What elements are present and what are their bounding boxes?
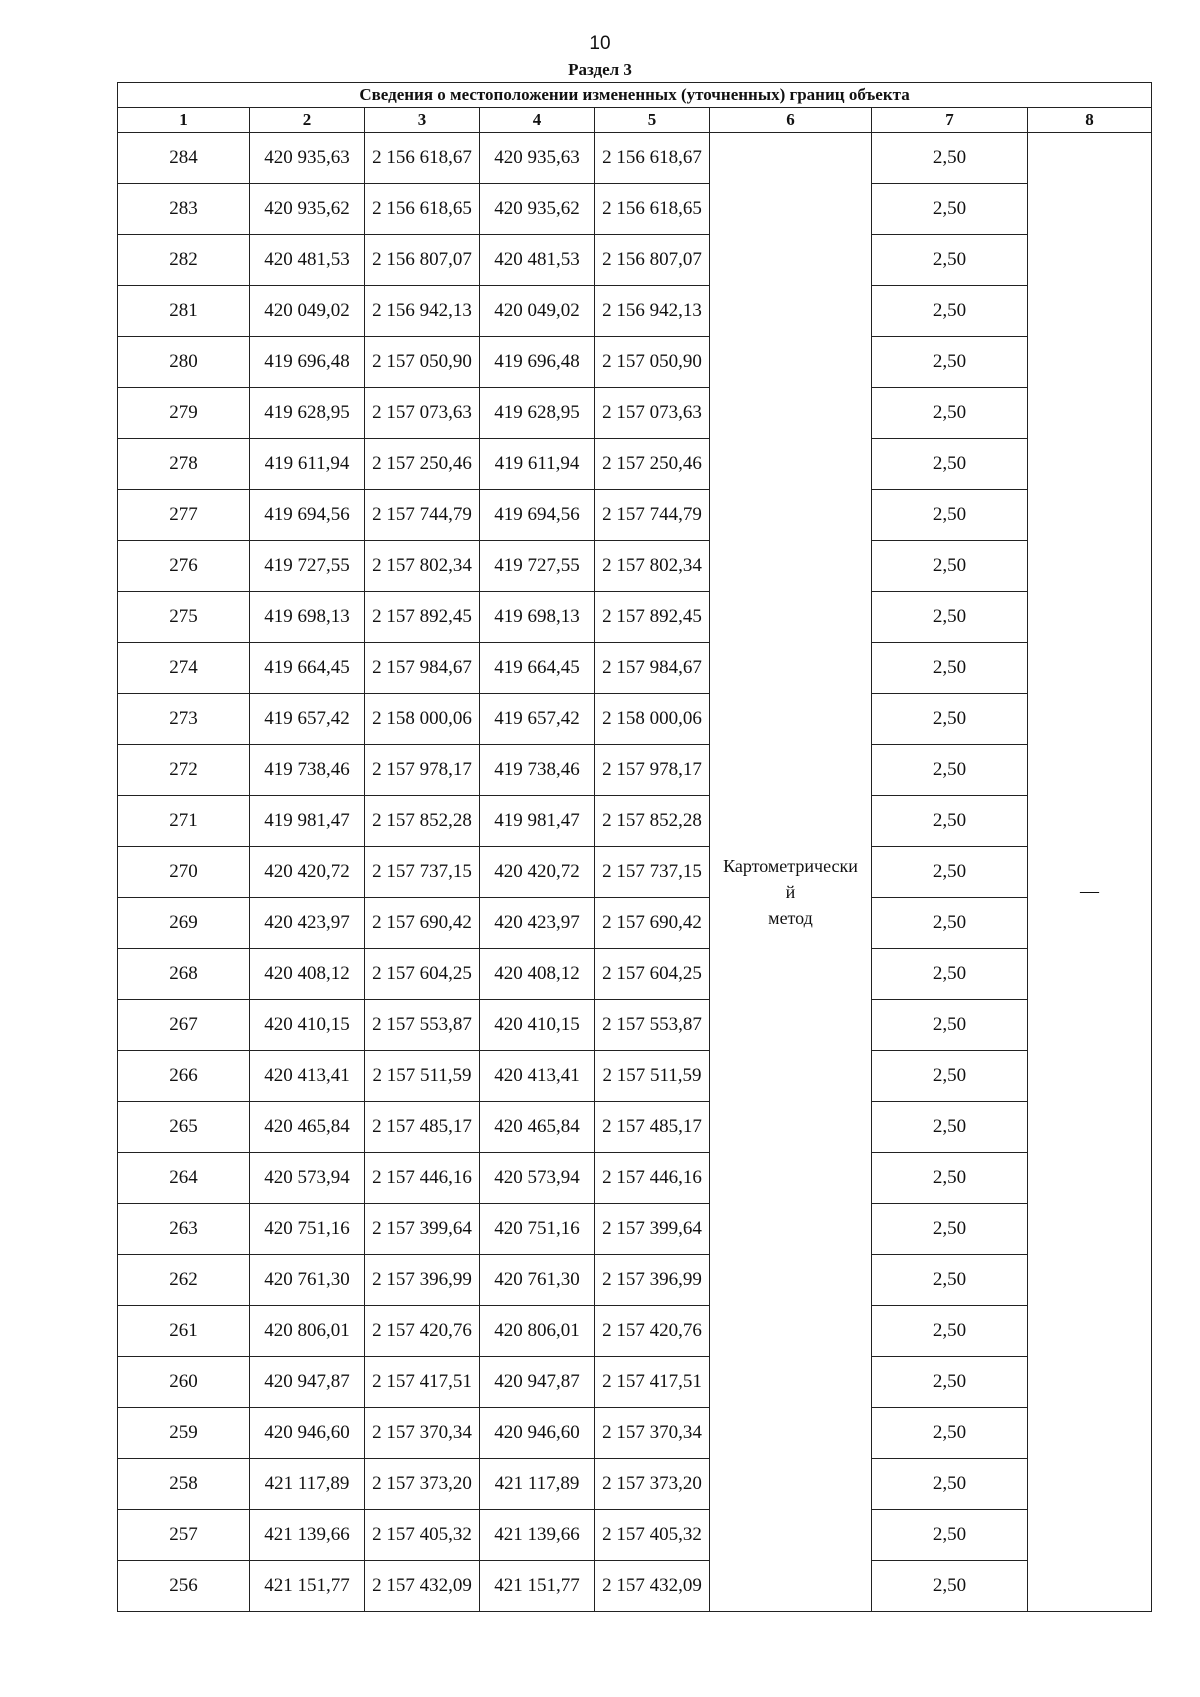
cell-y1: 2 156 618,67 (365, 133, 480, 184)
cell-x2: 420 761,30 (480, 1255, 595, 1306)
table-row (118, 898, 1152, 949)
cell-accuracy: 2,50 (872, 490, 1028, 541)
cell-x2: 419 727,55 (480, 541, 595, 592)
cell-x1: 420 420,72 (250, 847, 365, 898)
table-row (118, 592, 1152, 643)
cell-point: 281 (118, 286, 250, 337)
cell-y1: 2 157 432,09 (365, 1561, 480, 1612)
table-caption: Сведения о местоположении измененных (уточненных) границ объекта (118, 83, 1152, 108)
cell-x2: 420 806,01 (480, 1306, 595, 1357)
table-row (118, 1306, 1152, 1357)
cell-point: 265 (118, 1102, 250, 1153)
cell-accuracy: 2,50 (872, 133, 1028, 184)
cell-x1: 420 423,97 (250, 898, 365, 949)
cell-accuracy: 2,50 (872, 235, 1028, 286)
cell-x2: 421 139,66 (480, 1510, 595, 1561)
table-row (118, 1204, 1152, 1255)
table-row (118, 337, 1152, 388)
column-header: 6 (710, 108, 872, 133)
cell-x2: 419 738,46 (480, 745, 595, 796)
column-header: 2 (250, 108, 365, 133)
cell-y2: 2 157 984,67 (595, 643, 710, 694)
table-row (118, 1561, 1152, 1612)
cell-x2: 420 481,53 (480, 235, 595, 286)
table-row (118, 745, 1152, 796)
table-row (118, 643, 1152, 694)
table-row (118, 439, 1152, 490)
cell-x2: 420 408,12 (480, 949, 595, 1000)
cell-accuracy: 2,50 (872, 1204, 1028, 1255)
table-row (118, 388, 1152, 439)
cell-accuracy: 2,50 (872, 1561, 1028, 1612)
cell-y1: 2 157 604,25 (365, 949, 480, 1000)
cell-y2: 2 157 604,25 (595, 949, 710, 1000)
cell-x2: 420 946,60 (480, 1408, 595, 1459)
cell-y1: 2 157 373,20 (365, 1459, 480, 1510)
cell-x2: 421 151,77 (480, 1561, 595, 1612)
cell-x2: 421 117,89 (480, 1459, 595, 1510)
column-header-row (118, 108, 1152, 133)
cell-y1: 2 157 892,45 (365, 592, 480, 643)
cell-y2: 2 156 807,07 (595, 235, 710, 286)
cell-point: 267 (118, 1000, 250, 1051)
cell-point: 258 (118, 1459, 250, 1510)
cell-x1: 420 481,53 (250, 235, 365, 286)
cell-y2: 2 157 373,20 (595, 1459, 710, 1510)
cell-point: 282 (118, 235, 250, 286)
cell-accuracy: 2,50 (872, 847, 1028, 898)
cell-x1: 420 465,84 (250, 1102, 365, 1153)
cell-x2: 420 413,41 (480, 1051, 595, 1102)
cell-x2: 420 573,94 (480, 1153, 595, 1204)
cell-x1: 419 664,45 (250, 643, 365, 694)
cell-y1: 2 157 978,17 (365, 745, 480, 796)
cell-y1: 2 157 050,90 (365, 337, 480, 388)
cell-accuracy: 2,50 (872, 1102, 1028, 1153)
table-row (118, 1102, 1152, 1153)
cell-point: 275 (118, 592, 250, 643)
coordinates-table (117, 82, 1152, 1612)
table-row (118, 1255, 1152, 1306)
cell-x1: 419 727,55 (250, 541, 365, 592)
cell-x2: 419 611,94 (480, 439, 595, 490)
cell-x1: 420 935,63 (250, 133, 365, 184)
cell-accuracy: 2,50 (872, 1051, 1028, 1102)
cell-x2: 419 696,48 (480, 337, 595, 388)
cell-x2: 420 465,84 (480, 1102, 595, 1153)
cell-point: 283 (118, 184, 250, 235)
cell-accuracy: 2,50 (872, 337, 1028, 388)
cell-accuracy: 2,50 (872, 745, 1028, 796)
column-header: 7 (872, 108, 1028, 133)
cell-x1: 420 413,41 (250, 1051, 365, 1102)
table-row (118, 949, 1152, 1000)
cell-x1: 419 694,56 (250, 490, 365, 541)
cell-y2: 2 157 420,76 (595, 1306, 710, 1357)
cell-accuracy: 2,50 (872, 439, 1028, 490)
table-row (118, 1408, 1152, 1459)
cell-y1: 2 157 690,42 (365, 898, 480, 949)
cell-point: 277 (118, 490, 250, 541)
cell-y1: 2 157 417,51 (365, 1357, 480, 1408)
table-row (118, 1459, 1152, 1510)
method-text: й (785, 882, 796, 902)
page-number: 10 (589, 33, 611, 54)
cell-x1: 420 947,87 (250, 1357, 365, 1408)
cell-point: 257 (118, 1510, 250, 1561)
table-row (118, 694, 1152, 745)
column-header: 8 (1028, 108, 1152, 133)
cell-y2: 2 157 073,63 (595, 388, 710, 439)
cell-y2: 2 157 485,17 (595, 1102, 710, 1153)
cell-x1: 419 696,48 (250, 337, 365, 388)
table-row (118, 847, 1152, 898)
cell-y2: 2 157 405,32 (595, 1510, 710, 1561)
cell-x2: 420 935,62 (480, 184, 595, 235)
cell-y2: 2 157 852,28 (595, 796, 710, 847)
cell-y1: 2 157 485,17 (365, 1102, 480, 1153)
method-text: Картометрически (723, 856, 858, 876)
cell-y1: 2 157 399,64 (365, 1204, 480, 1255)
cell-y1: 2 157 737,15 (365, 847, 480, 898)
cell-point: 259 (118, 1408, 250, 1459)
table-row (118, 1000, 1152, 1051)
cell-x1: 419 698,13 (250, 592, 365, 643)
cell-y1: 2 156 942,13 (365, 286, 480, 337)
cell-x2: 419 981,47 (480, 796, 595, 847)
cell-accuracy: 2,50 (872, 541, 1028, 592)
cell-accuracy: 2,50 (872, 643, 1028, 694)
cell-accuracy: 2,50 (872, 184, 1028, 235)
cell-y2: 2 157 802,34 (595, 541, 710, 592)
cell-x2: 419 664,45 (480, 643, 595, 694)
cell-x1: 419 657,42 (250, 694, 365, 745)
cell-y1: 2 157 802,34 (365, 541, 480, 592)
cell-x1: 420 573,94 (250, 1153, 365, 1204)
cell-y1: 2 157 852,28 (365, 796, 480, 847)
cell-y1: 2 157 984,67 (365, 643, 480, 694)
cell-point: 266 (118, 1051, 250, 1102)
cell-accuracy: 2,50 (872, 388, 1028, 439)
cell-x1: 420 049,02 (250, 286, 365, 337)
cell-y2: 2 157 744,79 (595, 490, 710, 541)
cell-point: 270 (118, 847, 250, 898)
cell-point: 278 (118, 439, 250, 490)
cell-point: 256 (118, 1561, 250, 1612)
cell-x1: 419 738,46 (250, 745, 365, 796)
cell-accuracy: 2,50 (872, 592, 1028, 643)
cell-y1: 2 157 511,59 (365, 1051, 480, 1102)
column-header: 5 (595, 108, 710, 133)
method-text: метод (768, 908, 813, 928)
cell-x2: 419 698,13 (480, 592, 595, 643)
column-header: 3 (365, 108, 480, 133)
cell-accuracy: 2,50 (872, 286, 1028, 337)
cell-accuracy: 2,50 (872, 898, 1028, 949)
cell-accuracy: 2,50 (872, 949, 1028, 1000)
cell-y2: 2 157 737,15 (595, 847, 710, 898)
cell-point: 274 (118, 643, 250, 694)
table-row (118, 1051, 1152, 1102)
cell-y2: 2 157 050,90 (595, 337, 710, 388)
cell-y2: 2 157 432,09 (595, 1561, 710, 1612)
cell-x1: 420 761,30 (250, 1255, 365, 1306)
cell-x2: 419 628,95 (480, 388, 595, 439)
column-header: 4 (480, 108, 595, 133)
cell-point: 261 (118, 1306, 250, 1357)
cell-y1: 2 157 396,99 (365, 1255, 480, 1306)
cell-y1: 2 157 250,46 (365, 439, 480, 490)
cell-point: 263 (118, 1204, 250, 1255)
cell-y1: 2 157 405,32 (365, 1510, 480, 1561)
cell-point: 276 (118, 541, 250, 592)
cell-point: 269 (118, 898, 250, 949)
method-cell (710, 133, 872, 1612)
cell-x2: 419 657,42 (480, 694, 595, 745)
cell-x1: 420 935,62 (250, 184, 365, 235)
table-row (118, 1153, 1152, 1204)
table-row (118, 184, 1152, 235)
cell-y2: 2 157 417,51 (595, 1357, 710, 1408)
cell-x1: 420 806,01 (250, 1306, 365, 1357)
cell-accuracy: 2,50 (872, 1408, 1028, 1459)
table-row (118, 133, 1152, 184)
cell-accuracy: 2,50 (872, 1459, 1028, 1510)
cell-x1: 419 981,47 (250, 796, 365, 847)
cell-y2: 2 157 511,59 (595, 1051, 710, 1102)
table-row (118, 235, 1152, 286)
table-row (118, 541, 1152, 592)
cell-x1: 420 408,12 (250, 949, 365, 1000)
section-title: Раздел 3 (568, 60, 632, 79)
cell-y2: 2 157 892,45 (595, 592, 710, 643)
cell-accuracy: 2,50 (872, 694, 1028, 745)
cell-accuracy: 2,50 (872, 796, 1028, 847)
cell-accuracy: 2,50 (872, 1510, 1028, 1561)
cell-accuracy: 2,50 (872, 1306, 1028, 1357)
cell-y2: 2 157 396,99 (595, 1255, 710, 1306)
cell-y1: 2 157 420,76 (365, 1306, 480, 1357)
cell-accuracy: 2,50 (872, 1000, 1028, 1051)
cell-point: 264 (118, 1153, 250, 1204)
cell-point: 272 (118, 745, 250, 796)
cell-y2: 2 158 000,06 (595, 694, 710, 745)
cell-x2: 419 694,56 (480, 490, 595, 541)
cell-y2: 2 156 942,13 (595, 286, 710, 337)
cell-point: 271 (118, 796, 250, 847)
cell-point: 268 (118, 949, 250, 1000)
cell-y1: 2 157 370,34 (365, 1408, 480, 1459)
cell-y1: 2 156 807,07 (365, 235, 480, 286)
cell-x1: 420 946,60 (250, 1408, 365, 1459)
cell-accuracy: 2,50 (872, 1357, 1028, 1408)
table-row (118, 1510, 1152, 1561)
table-row (118, 1357, 1152, 1408)
cell-y2: 2 156 618,67 (595, 133, 710, 184)
cell-y1: 2 157 553,87 (365, 1000, 480, 1051)
cell-x1: 420 410,15 (250, 1000, 365, 1051)
table-row (118, 286, 1152, 337)
table-row (118, 796, 1152, 847)
cell-x1: 419 628,95 (250, 388, 365, 439)
cell-x1: 421 151,77 (250, 1561, 365, 1612)
table-row (118, 490, 1152, 541)
cell-x2: 420 420,72 (480, 847, 595, 898)
cell-x2: 420 947,87 (480, 1357, 595, 1408)
cell-y1: 2 156 618,65 (365, 184, 480, 235)
table-body (118, 133, 1152, 1612)
cell-x1: 421 117,89 (250, 1459, 365, 1510)
cell-y2: 2 157 370,34 (595, 1408, 710, 1459)
cell-y2: 2 157 690,42 (595, 898, 710, 949)
cell-x2: 420 935,63 (480, 133, 595, 184)
cell-accuracy: 2,50 (872, 1153, 1028, 1204)
cell-y1: 2 157 446,16 (365, 1153, 480, 1204)
cell-x1: 420 751,16 (250, 1204, 365, 1255)
cell-x1: 419 611,94 (250, 439, 365, 490)
cell-y2: 2 157 978,17 (595, 745, 710, 796)
cell-x2: 420 423,97 (480, 898, 595, 949)
column-header: 1 (118, 108, 250, 133)
cell-point: 279 (118, 388, 250, 439)
cell-y2: 2 157 553,87 (595, 1000, 710, 1051)
cell-x1: 421 139,66 (250, 1510, 365, 1561)
cell-y2: 2 157 250,46 (595, 439, 710, 490)
cell-y1: 2 158 000,06 (365, 694, 480, 745)
cell-x2: 420 049,02 (480, 286, 595, 337)
cell-y2: 2 156 618,65 (595, 184, 710, 235)
column-8-value: — (1028, 133, 1152, 1612)
cell-point: 284 (118, 133, 250, 184)
cell-point: 280 (118, 337, 250, 388)
cell-y2: 2 157 399,64 (595, 1204, 710, 1255)
cell-point: 273 (118, 694, 250, 745)
cell-y1: 2 157 744,79 (365, 490, 480, 541)
cell-x2: 420 410,15 (480, 1000, 595, 1051)
cell-x2: 420 751,16 (480, 1204, 595, 1255)
cell-y1: 2 157 073,63 (365, 388, 480, 439)
cell-accuracy: 2,50 (872, 1255, 1028, 1306)
cell-point: 260 (118, 1357, 250, 1408)
cell-point: 262 (118, 1255, 250, 1306)
cell-y2: 2 157 446,16 (595, 1153, 710, 1204)
